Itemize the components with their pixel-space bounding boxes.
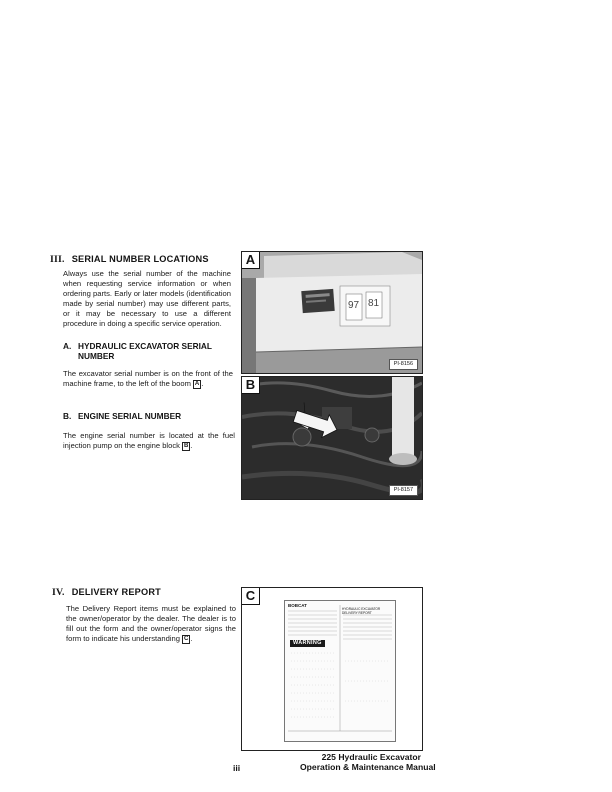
delivery-report-form <box>284 600 396 742</box>
figure-c-frame <box>241 587 423 751</box>
subsection-a-body: The excavator serial number is on the front of the machine frame, to the left of the boom <box>63 369 233 389</box>
form-right-title: HYDRAULIC EXCAVATOR DELIVERY REPORT <box>342 607 381 615</box>
figure-a-code: PI-8156 <box>389 359 418 370</box>
figure-a-label: A <box>242 252 260 269</box>
section3-title-text: SERIAL NUMBER LOCATIONS <box>71 254 209 264</box>
form-brand: BOBCAT <box>288 603 307 608</box>
subsection-b-letter: B. <box>63 411 72 421</box>
subsection-b-text: The engine serial number is located at the fuel injection pump on the engine block B . <box>63 431 235 451</box>
page-number: iii <box>233 763 241 773</box>
serial-plate-2: 81 <box>368 298 380 309</box>
subsection-b-title <box>63 412 235 422</box>
manual-footer <box>300 752 436 772</box>
section4-title-text: DELIVERY REPORT <box>71 587 161 597</box>
serial-plate-1: 97 <box>348 300 360 311</box>
figure-c-label: C <box>242 588 260 605</box>
figure-b-photo <box>241 376 423 500</box>
manual-title-line2: Operation & Maintenance Manual <box>300 762 436 772</box>
figure-b-ref: B <box>183 443 189 450</box>
subsection-b-title-text: ENGINE SERIAL NUMBER <box>78 411 182 421</box>
figure-a-ref: A <box>194 381 200 388</box>
subsection-b-body: The engine serial number is located at the fuel injection pump on the engine block <box>63 431 235 451</box>
section3-title <box>50 254 209 265</box>
section3-intro: Always use the serial number of the machine when requesting service information or when ordering parts. Early or later models (identification made by serial number) may use different parts, or it may be necessary to use a different procedure in doing a specific service operation. <box>63 269 231 329</box>
figure-b-label: B <box>242 377 260 394</box>
section4-number: IV. <box>52 587 65 598</box>
section3-number: III. <box>50 254 65 265</box>
form-lines <box>285 601 395 741</box>
section4-title <box>52 587 161 598</box>
figure-b-illustration <box>242 377 422 499</box>
figure-b-code: PI-8157 <box>389 485 418 496</box>
figure-c-ref: C <box>183 636 189 643</box>
subsection-a-text: The excavator serial number is on the front of the machine frame, to the left of the boom A . <box>63 369 233 389</box>
manual-title-line1: 225 Hydraulic Excavator <box>321 752 421 762</box>
figure-a-illustration <box>242 252 422 373</box>
section4-body: The Delivery Report items must be explained to the owner/operator by the dealer. The dealer is to fill out the form and the owner/operator signs the form to indicate his understanding <box>66 604 236 644</box>
subsection-a-title-line2: NUMBER <box>78 350 115 361</box>
form-warning: WARNING <box>290 640 325 647</box>
subsection-a-letter: A. <box>63 341 72 351</box>
section4-text: The Delivery Report items must be explained to the owner/operator by the dealer. The dealer is to fill out the form and the owner/operator signs the form to indicate his understanding C . <box>66 604 236 644</box>
subsection-a-title <box>63 342 235 362</box>
subsection-a-title-line1: HYDRAULIC EXCAVATOR SERIAL <box>78 341 212 351</box>
figure-a-photo <box>241 251 423 374</box>
